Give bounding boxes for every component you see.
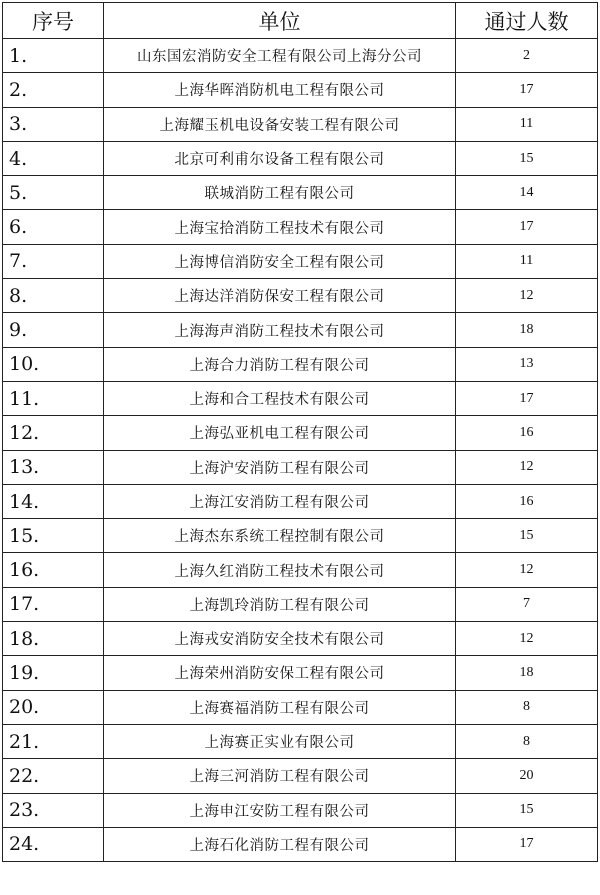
seq-cell: 17. — [3, 587, 104, 621]
seq-cell: 21. — [3, 724, 104, 758]
seq-cell: 5. — [3, 176, 104, 210]
unit-cell: 山东国宏消防安全工程有限公司上海分公司 — [104, 39, 456, 73]
table-row — [3, 622, 598, 656]
table-row — [3, 724, 598, 758]
table-row — [3, 313, 598, 347]
count-cell: 17 — [456, 210, 598, 244]
table-row — [3, 244, 598, 278]
unit-cell: 上海耀玉机电设备安装工程有限公司 — [104, 107, 456, 141]
seq-cell: 20. — [3, 690, 104, 724]
count-cell: 12 — [456, 622, 598, 656]
count-cell: 2 — [456, 39, 598, 73]
results-table — [2, 2, 598, 862]
table-row — [3, 656, 598, 690]
count-cell: 11 — [456, 244, 598, 278]
table-row — [3, 73, 598, 107]
seq-cell: 8. — [3, 279, 104, 313]
count-cell: 8 — [456, 724, 598, 758]
count-cell: 14 — [456, 176, 598, 210]
seq-cell: 4. — [3, 141, 104, 175]
unit-cell: 上海和合工程技术有限公司 — [104, 381, 456, 415]
count-cell: 20 — [456, 759, 598, 793]
header-count: 通过人数 — [456, 3, 598, 39]
table-row — [3, 107, 598, 141]
seq-cell: 24. — [3, 827, 104, 861]
seq-cell: 13. — [3, 450, 104, 484]
table-row — [3, 176, 598, 210]
unit-cell: 上海合力消防工程有限公司 — [104, 347, 456, 381]
table-row — [3, 381, 598, 415]
seq-cell: 9. — [3, 313, 104, 347]
table-row — [3, 141, 598, 175]
unit-cell: 上海杰东系统工程控制有限公司 — [104, 519, 456, 553]
unit-cell: 上海戎安消防安全技术有限公司 — [104, 622, 456, 656]
unit-cell: 联城消防工程有限公司 — [104, 176, 456, 210]
unit-cell: 北京可利甫尔设备工程有限公司 — [104, 141, 456, 175]
count-cell: 11 — [456, 107, 598, 141]
seq-cell: 14. — [3, 484, 104, 518]
count-cell: 13 — [456, 347, 598, 381]
table-body — [3, 39, 598, 862]
unit-cell: 上海赛正实业有限公司 — [104, 724, 456, 758]
table-row — [3, 210, 598, 244]
count-cell: 15 — [456, 793, 598, 827]
header-seq: 序号 — [3, 3, 104, 39]
count-cell: 18 — [456, 313, 598, 347]
seq-cell: 1. — [3, 39, 104, 73]
table-row — [3, 793, 598, 827]
count-cell: 16 — [456, 484, 598, 518]
seq-cell: 15. — [3, 519, 104, 553]
table-row — [3, 690, 598, 724]
count-cell: 16 — [456, 416, 598, 450]
seq-cell: 22. — [3, 759, 104, 793]
seq-cell: 12. — [3, 416, 104, 450]
seq-cell: 6. — [3, 210, 104, 244]
unit-cell: 上海赛福消防工程有限公司 — [104, 690, 456, 724]
unit-cell: 上海申江安防工程有限公司 — [104, 793, 456, 827]
count-cell: 17 — [456, 73, 598, 107]
seq-cell: 10. — [3, 347, 104, 381]
unit-cell: 上海宝拾消防工程技术有限公司 — [104, 210, 456, 244]
count-cell: 17 — [456, 827, 598, 861]
count-cell: 8 — [456, 690, 598, 724]
table-row — [3, 587, 598, 621]
seq-cell: 19. — [3, 656, 104, 690]
count-cell: 17 — [456, 381, 598, 415]
count-cell: 12 — [456, 279, 598, 313]
unit-cell: 上海江安消防工程有限公司 — [104, 484, 456, 518]
count-cell: 7 — [456, 587, 598, 621]
seq-cell: 7. — [3, 244, 104, 278]
count-cell: 18 — [456, 656, 598, 690]
table-row — [3, 553, 598, 587]
count-cell: 12 — [456, 450, 598, 484]
count-cell: 12 — [456, 553, 598, 587]
table-row — [3, 484, 598, 518]
table-row — [3, 450, 598, 484]
table-row — [3, 827, 598, 861]
count-cell: 15 — [456, 519, 598, 553]
seq-cell: 23. — [3, 793, 104, 827]
unit-cell: 上海久红消防工程技术有限公司 — [104, 553, 456, 587]
unit-cell: 上海三河消防工程有限公司 — [104, 759, 456, 793]
count-cell: 15 — [456, 141, 598, 175]
table-row — [3, 416, 598, 450]
unit-cell: 上海凯玲消防工程有限公司 — [104, 587, 456, 621]
unit-cell: 上海弘亚机电工程有限公司 — [104, 416, 456, 450]
unit-cell: 上海荣州消防安保工程有限公司 — [104, 656, 456, 690]
table-row — [3, 39, 598, 73]
unit-cell: 上海博信消防安全工程有限公司 — [104, 244, 456, 278]
unit-cell: 上海石化消防工程有限公司 — [104, 827, 456, 861]
table-row — [3, 519, 598, 553]
unit-cell: 上海沪安消防工程有限公司 — [104, 450, 456, 484]
unit-cell: 上海达洋消防保安工程有限公司 — [104, 279, 456, 313]
unit-cell: 上海华晖消防机电工程有限公司 — [104, 73, 456, 107]
seq-cell: 18. — [3, 622, 104, 656]
seq-cell: 11. — [3, 381, 104, 415]
table-row — [3, 347, 598, 381]
unit-cell: 上海海声消防工程技术有限公司 — [104, 313, 456, 347]
seq-cell: 2. — [3, 73, 104, 107]
table-row — [3, 279, 598, 313]
seq-cell: 16. — [3, 553, 104, 587]
seq-cell: 3. — [3, 107, 104, 141]
header-unit: 单位 — [104, 3, 456, 39]
table-header-row — [3, 3, 598, 39]
table-row — [3, 759, 598, 793]
